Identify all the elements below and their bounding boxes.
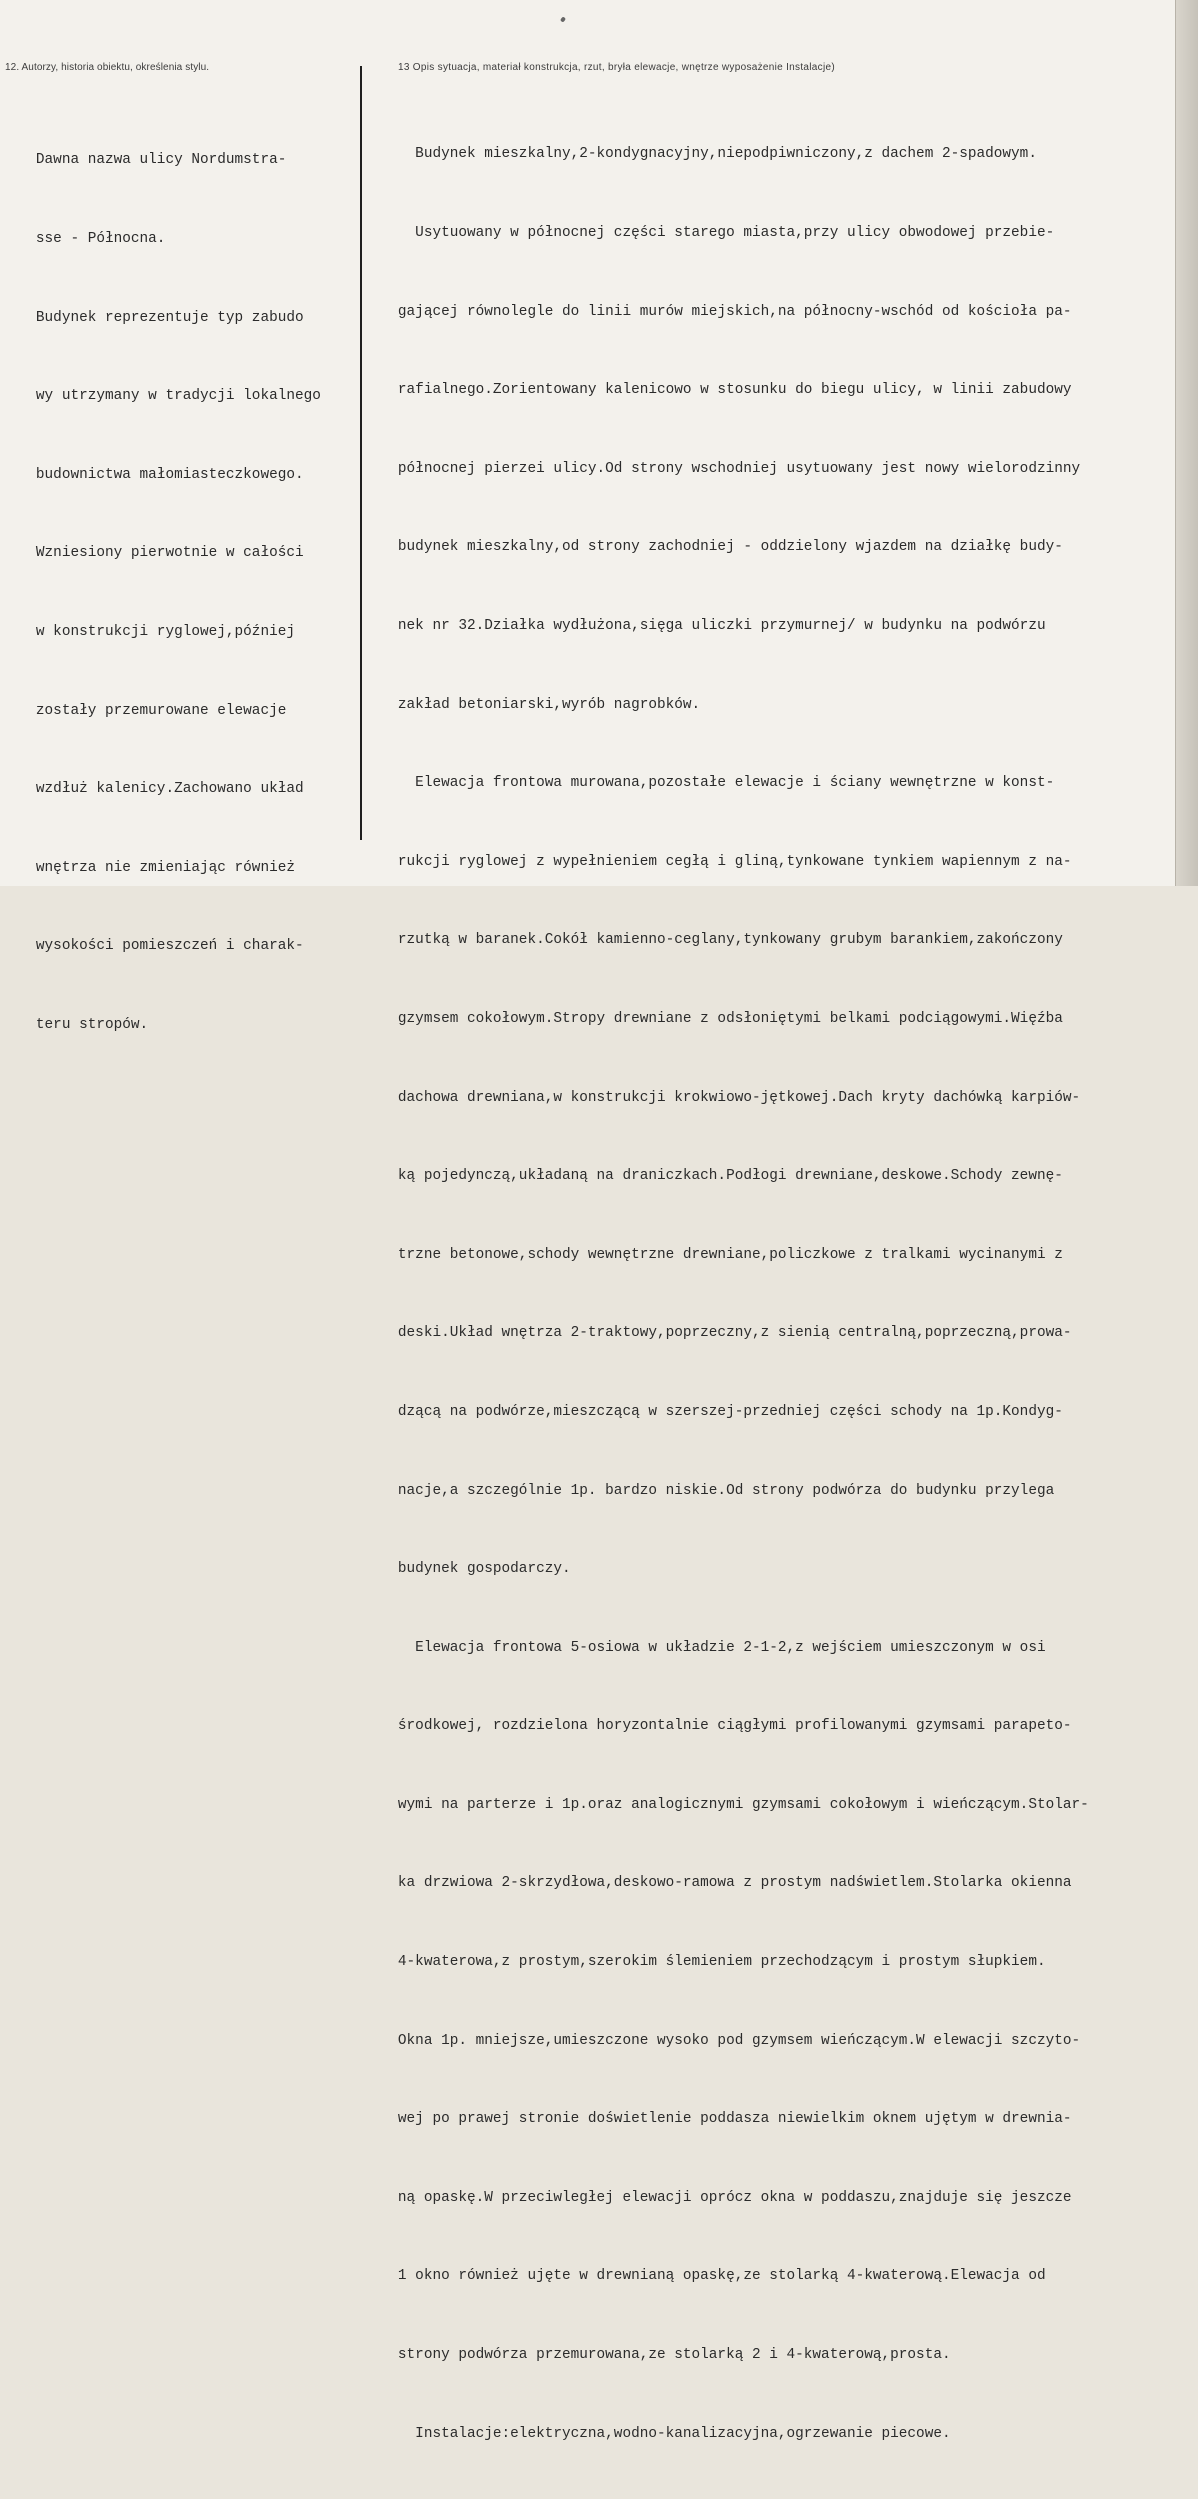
text-line: budownictwa małomiasteczkowego. xyxy=(10,466,304,483)
description-text-column xyxy=(372,89,1177,2499)
text-line: Elewacja frontowa 5-osiowa w układzie 2-1-2,z wejściem umieszczonym w osi xyxy=(372,1639,1046,1656)
history-text-column xyxy=(10,95,360,1091)
text-line: Usytuowany w północnej części starego miasta,przy ulicy obwodowej przebie- xyxy=(372,225,1055,241)
text-line: trzne betonowe,schody wewnętrzne drewniane,policzkowe z tralkami wycinanymi z xyxy=(372,1246,1063,1263)
text-line: budynek mieszkalny,od strony zachodniej - oddzielony wjazdem na działkę budy- xyxy=(372,539,1063,556)
text-line: strony podwórza przemurowana,ze stolarką 2 i 4-kwaterową,prosta. xyxy=(372,2347,951,2364)
text-line: nacje,a szczególnie 1p. bardzo niskie.Od strony podwórza do budynku przylega xyxy=(372,1482,1055,1499)
text-line: Wzniesiony pierwotnie w całości xyxy=(10,545,304,562)
text-line: nek nr 32.Działka wydłużona,sięga uliczki przymurnej/ w budynku na podwórzu xyxy=(372,617,1046,634)
text-line: wej po prawej stronie doświetlenie poddasza niewielkim oknem ujętym w drewnia- xyxy=(372,2111,1072,2128)
text-line: północnej pierzei ulicy.Od strony wschodniej usytuowany jest nowy wielorodzinny xyxy=(372,460,1081,477)
text-line: rafialnego.Zorientowany kalenicowo w stosunku do biegu ulicy, w linii zabudowy xyxy=(372,382,1072,399)
section-12-header: 12. Autorzy, historia obiektu, określenia stylu. xyxy=(5,62,210,73)
text-line: gającej równolegle do linii murów miejskich,na północny-wschód od kościoła pa- xyxy=(372,303,1072,320)
text-line: ka drzwiowa 2-skrzydłowa,deskowo-ramowa z prostym nadświetlem.Stolarka okienna xyxy=(372,1875,1072,1892)
text-line: dzącą na podwórze,mieszczącą w szerszej-przedniej części schody na 1p.Kondyg- xyxy=(372,1403,1063,1420)
text-line: zostały przemurowane elewacje xyxy=(10,702,287,719)
text-line: sse - Północna. xyxy=(10,231,166,247)
text-line: wymi na parterze i 1p.oraz analogicznymi gzymsami cokołowym i wieńczącym.Stolar- xyxy=(372,1796,1089,1813)
text-line: teru stropów. xyxy=(10,1016,149,1033)
text-line: wzdłuż kalenicy.Zachowano układ xyxy=(10,781,304,798)
text-line: środkowej, rozdzielona horyzontalnie ciągłymi profilowanymi gzymsami parapeto- xyxy=(372,1718,1072,1735)
text-line: Budynek reprezentuje typ zabudo xyxy=(10,309,304,326)
text-line: Elewacja frontowa murowana,pozostałe elewacje i ściany wewnętrzne w konst- xyxy=(372,775,1055,792)
text-line: wy utrzymany w tradycji lokalnego xyxy=(10,388,321,405)
text-line: wnętrza nie zmieniając również xyxy=(10,859,295,876)
column-divider xyxy=(360,66,362,840)
text-line: zakład betoniarski,wyrób nagrobków. xyxy=(372,696,701,713)
text-line: 1 okno również ujęte w drewnianą opaskę,ze stolarką 4-kwaterową.Elewacja od xyxy=(372,2268,1046,2285)
text-line: rzutką w baranek.Cokół kamienno-ceglany,tynkowany grubym barankiem,zakończony xyxy=(372,932,1063,949)
text-line: Instalacje:elektryczna,wodno-kanalizacyjna,ogrzewanie piecowe. xyxy=(372,2425,951,2442)
text-line: w konstrukcji ryglowej,później xyxy=(10,623,295,640)
text-line: Dawna nazwa ulicy Nordumstra- xyxy=(10,152,287,169)
text-line: ką pojedynczą,układaną na draniczkach.Podłogi drewniane,deskowe.Schody zewnę- xyxy=(372,1168,1063,1185)
text-line: rukcji ryglowej z wypełnieniem cegłą i gliną,tynkowane tynkiem wapiennym z na- xyxy=(372,853,1072,870)
text-line: 4-kwaterowa,z prostym,szerokim ślemieniem przechodzącym i prostym słupkiem. xyxy=(372,1954,1046,1971)
text-line: Budynek mieszkalny,2-kondygnacyjny,niepodpiwniczony,z dachem 2-spadowym. xyxy=(372,146,1037,163)
text-line: deski.Układ wnętrza 2-traktowy,poprzeczny,z sienią centralną,poprzeczną,prowa- xyxy=(372,1325,1072,1342)
text-line: gzymsem cokołowym.Stropy drewniane z odsłoniętymi belkami podciągowymi.Więźba xyxy=(372,1010,1063,1027)
text-line: ną opaskę.W przeciwległej elewacji oprócz okna w poddaszu,znajduje się jeszcze xyxy=(372,2189,1072,2206)
text-line: dachowa drewniana,w konstrukcji krokwiowo-jętkowej.Dach kryty dachówką karpiów- xyxy=(372,1089,1081,1106)
ink-mark xyxy=(560,16,566,22)
text-line: Okna 1p. mniejsze,umieszczone wysoko pod gzymsem wieńczącym.W elewacji szczyto- xyxy=(372,2032,1081,2049)
text-line: wysokości pomieszczeń i charak- xyxy=(10,938,304,955)
text-line: budynek gospodarczy. xyxy=(372,1561,571,1578)
section-13-header: 13 Opis sytuacja, materiał konstrukcja, rzut, bryła elewacje, wnętrze wyposażenie Instalacje) xyxy=(398,62,835,73)
page-edge-shadow xyxy=(1175,0,1198,886)
